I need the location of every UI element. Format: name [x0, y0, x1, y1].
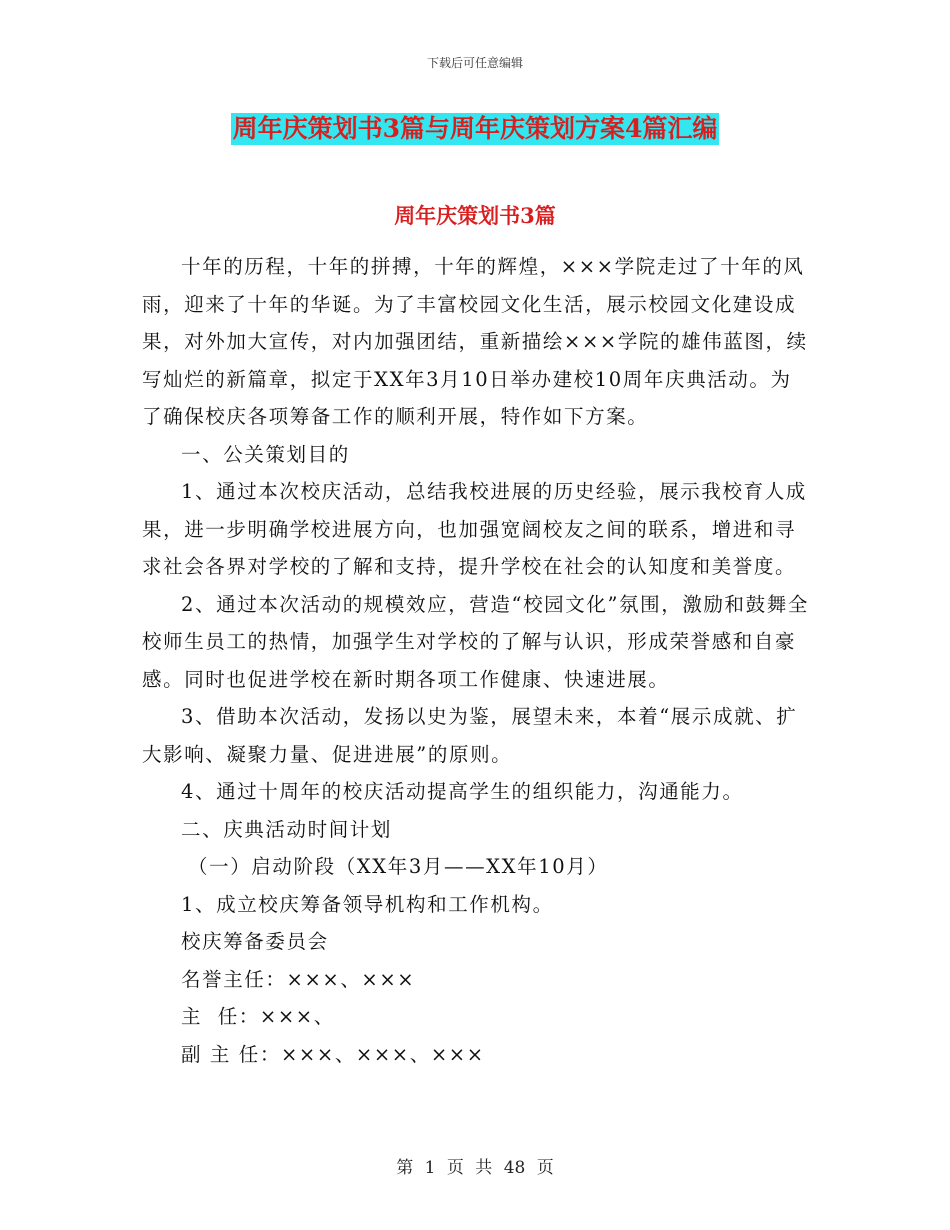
paragraph-intro: 十年的历程，十年的拼搏，十年的辉煌，×××学院走过了十年的风雨，迎来了十年的华诞。为了丰富校园文化生活，展示校园文化建设成果，对外加大宣传，对内加强团结，重新描绘×××学院的雄伟蓝图，续写灿烂的新篇章，拟定于XX年3月10日举办建校10周年庆典活动。为了确保校庆各项筹备工作的顺利开展，特作如下方案。	[142, 255, 808, 428]
paragraph-item-3: 3、借助本次活动，发扬以史为鉴，展望未来，本着“展示成就、扩大影响、凝聚力量、促进进展”的原则。	[142, 705, 798, 766]
paragraph-heading-2: 二、庆典活动时间计划	[181, 817, 393, 841]
document-title: 周年庆策划书3篇与周年庆策划方案4篇汇编	[232, 114, 718, 143]
document-body	[142, 248, 810, 1073]
paragraph-heading-1: 一、公关策划目的	[181, 442, 350, 466]
paragraph-director: 主 任：×××、	[181, 1005, 335, 1028]
paragraph-item-2: 2、通过本次活动的规模效应，营造“校园文化”氛围，激励和鼓舞全校师生员工的热情，加强学生对学校的了解与认识，形成荣誉感和自豪感。同时也促进学校在新时期各项工作健康、快速进展。	[142, 592, 809, 691]
paragraph-item-4: 4、通过十周年的校庆活动提高学生的组织能力，沟通能力。	[181, 780, 744, 803]
page-number: 第 1 页 共 48 页	[396, 1158, 554, 1178]
document-title-wrapper	[0, 113, 950, 145]
header-note: 下载后可任意编辑	[426, 56, 523, 70]
paragraph-honorary-director: 名誉主任：×××、×××	[181, 967, 416, 991]
paragraph-step-1: 1、成立校庆筹备领导机构和工作机构。	[181, 892, 554, 916]
paragraph-phase-1: （一）启动阶段（XX年3月——XX年10月）	[188, 855, 609, 878]
paragraph-item-1: 1、通过本次校庆活动，总结我校进展的历史经验，展示我校育人成果，进一步明确学校进展方向，也加强宽阔校友之间的联系，增进和寻求社会各界对学校的了解和支持，提升学校在社会的认知度和美誉度。	[142, 480, 807, 578]
paragraph-committee: 校庆筹备委员会	[181, 930, 329, 953]
section-subtitle: 周年庆策划书3篇	[394, 203, 556, 228]
paragraph-deputy-director: 副 主 任：×××、×××、×××	[181, 1042, 485, 1066]
